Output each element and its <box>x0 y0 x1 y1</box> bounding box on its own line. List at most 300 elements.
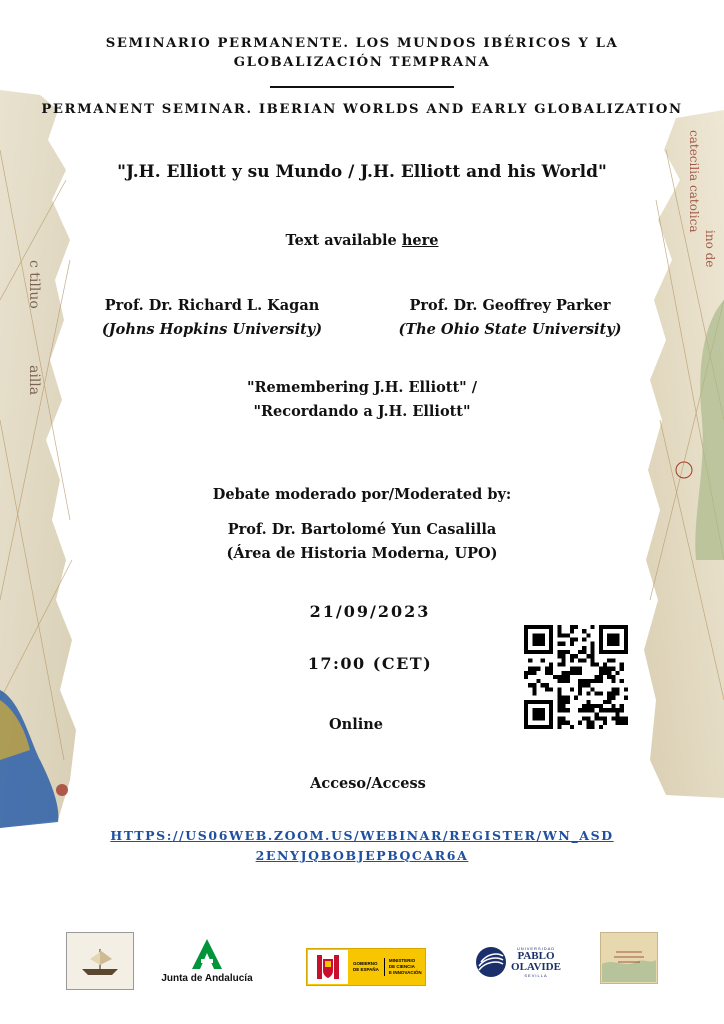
qr-module <box>570 671 574 675</box>
qr-module <box>541 633 545 637</box>
qr-module <box>524 712 528 716</box>
qr-module <box>578 687 582 691</box>
qr-module <box>557 696 561 700</box>
qr-module <box>624 637 628 641</box>
qr-module <box>624 646 628 650</box>
qr-module <box>524 629 528 633</box>
qr-module <box>578 721 582 725</box>
speaker-name: Prof. Dr. Geoffrey Parker <box>409 297 611 314</box>
upo-bottom-label: SEVILLA <box>524 973 548 978</box>
qr-module <box>616 633 620 637</box>
qr-module <box>586 654 590 658</box>
qr-module <box>528 625 532 629</box>
qr-module <box>599 671 603 675</box>
qr-module <box>611 687 615 691</box>
qr-module <box>549 721 553 725</box>
qr-module <box>611 642 615 646</box>
historia-logo <box>600 932 658 984</box>
qr-module <box>603 717 607 721</box>
qr-module <box>549 625 553 629</box>
qr-module <box>532 708 536 712</box>
qr-module <box>541 658 545 662</box>
moderator-name: Prof. Dr. Bartolomé Yun Casalilla <box>227 521 497 538</box>
qr-module <box>561 708 565 712</box>
qr-module <box>541 708 545 712</box>
qr-module <box>566 696 570 700</box>
qr-module <box>586 725 590 729</box>
qr-module <box>561 671 565 675</box>
qr-module <box>616 692 620 696</box>
seminar-logo <box>66 932 134 990</box>
qr-module <box>541 717 545 721</box>
qr-module <box>561 704 565 708</box>
qr-module <box>616 687 620 691</box>
qr-module <box>595 717 599 721</box>
qr-module <box>524 650 528 654</box>
svg-text:ino de: ino de <box>703 230 717 268</box>
qr-module <box>599 692 603 696</box>
event-time: 17:00 (CET) <box>307 654 433 673</box>
qr-module <box>557 629 561 633</box>
qr-module <box>561 654 565 658</box>
qr-module <box>599 704 603 708</box>
gobierno-espana-logo <box>306 948 426 986</box>
qr-module <box>557 717 561 721</box>
qr-module <box>553 675 557 679</box>
qr-module <box>557 633 561 637</box>
qr-module <box>570 725 574 729</box>
qr-module <box>566 700 570 704</box>
qr-module <box>536 679 540 683</box>
qr-module <box>574 671 578 675</box>
qr-module <box>616 708 620 712</box>
qr-module <box>591 654 595 658</box>
qr-module <box>611 708 615 712</box>
gobierno-line2: DE ESPAÑA <box>353 967 379 972</box>
qr-module <box>616 717 620 721</box>
qr-module <box>532 700 536 704</box>
qr-module <box>549 667 553 671</box>
qr-module <box>607 658 611 662</box>
ministerio-line3: E INNOVACIÓN <box>388 970 422 975</box>
qr-module <box>607 692 611 696</box>
svg-text:ailla: ailla <box>26 365 42 396</box>
qr-module <box>524 700 528 704</box>
qr-module <box>570 687 574 691</box>
qr-module <box>620 721 624 725</box>
qr-module <box>549 662 553 666</box>
qr-module <box>541 725 545 729</box>
qr-module <box>524 704 528 708</box>
qr-module <box>557 725 561 729</box>
qr-module <box>570 637 574 641</box>
qr-module <box>616 642 620 646</box>
qr-module <box>603 700 607 704</box>
upo-top-label: UNIVERSIDAD <box>516 946 556 951</box>
qr-module <box>545 725 549 729</box>
qr-module <box>528 671 532 675</box>
qr-module <box>557 708 561 712</box>
qr-module <box>607 625 611 629</box>
qr-module <box>578 692 582 696</box>
qr-module <box>536 717 540 721</box>
qr-module <box>586 679 590 683</box>
upo-name-2: OLAVIDE <box>511 961 561 973</box>
qr-module <box>578 671 582 675</box>
qr-module <box>532 671 536 675</box>
qr-module <box>528 683 532 687</box>
qr-module <box>549 671 553 675</box>
qr-module <box>586 700 590 704</box>
qr-module <box>616 650 620 654</box>
qr-module <box>532 717 536 721</box>
event-mode: Online <box>329 716 383 733</box>
qr-module <box>549 725 553 729</box>
qr-module <box>616 721 620 725</box>
qr-module <box>545 687 549 691</box>
qr-module <box>624 629 628 633</box>
qr-module <box>607 637 611 641</box>
qr-module <box>532 637 536 641</box>
qr-module <box>611 717 615 721</box>
qr-module <box>528 667 532 671</box>
qr-module <box>557 687 561 691</box>
qr-module <box>532 625 536 629</box>
qr-module <box>549 642 553 646</box>
qr-module <box>578 667 582 671</box>
qr-module <box>536 725 540 729</box>
qr-module <box>582 658 586 662</box>
qr-module <box>524 675 528 679</box>
qr-module <box>624 625 628 629</box>
event-title: "J.H. Elliott y su Mundo / J.H. Elliott and his World" <box>117 162 607 182</box>
qr-module <box>532 687 536 691</box>
qr-module <box>591 721 595 725</box>
qr-module <box>591 642 595 646</box>
speaker-parker <box>380 294 640 342</box>
qr-module <box>532 650 536 654</box>
qr-module <box>620 679 624 683</box>
qr-module <box>611 679 615 683</box>
qr-module <box>561 721 565 725</box>
qr-module <box>595 662 599 666</box>
qr-module <box>561 662 565 666</box>
ministerio-line2: DE CIENCIA <box>388 964 415 969</box>
qr-module <box>599 633 603 637</box>
qr-module <box>566 675 570 679</box>
qr-module <box>545 667 549 671</box>
qr-module <box>616 712 620 716</box>
qr-module <box>624 642 628 646</box>
qr-module <box>582 679 586 683</box>
qr-module <box>582 717 586 721</box>
qr-module <box>616 637 620 641</box>
qr-module <box>536 667 540 671</box>
qr-module <box>566 721 570 725</box>
qr-module <box>620 662 624 666</box>
qr-module <box>607 642 611 646</box>
ship-icon <box>78 945 122 977</box>
qr-module <box>561 717 565 721</box>
qr-module <box>611 625 615 629</box>
qr-module <box>528 725 532 729</box>
qr-module <box>578 658 582 662</box>
qr-module <box>603 662 607 666</box>
qr-module <box>549 687 553 691</box>
junta-andalucia-icon <box>190 937 224 971</box>
qr-module <box>624 687 628 691</box>
svg-text:catecilia catolica: catecilia catolica <box>687 130 701 233</box>
qr-module <box>603 625 607 629</box>
qr-module <box>561 696 565 700</box>
qr-module <box>561 633 565 637</box>
upo-name-1: PABLO <box>517 950 555 962</box>
ministerio-line1: MINISTERIO <box>388 958 416 963</box>
qr-module <box>549 712 553 716</box>
qr-module <box>586 704 590 708</box>
qr-module <box>582 646 586 650</box>
qr-module <box>611 633 615 637</box>
qr-module <box>591 687 595 691</box>
qr-module <box>611 696 615 700</box>
qr-module <box>595 679 599 683</box>
seminar-title-es: SEMINARIO PERMANENTE. LOS MUNDOS IBÉRICOS Y LA GLOBALIZACIÓN TEMPRANA <box>105 36 619 70</box>
qr-module <box>574 637 578 641</box>
qr-module <box>620 704 624 708</box>
qr-module <box>528 700 532 704</box>
junta-andalucia-label: Junta de Andalucía <box>161 972 253 984</box>
qr-module <box>624 717 628 721</box>
qr-module <box>524 708 528 712</box>
qr-module <box>541 712 545 716</box>
qr-module <box>541 650 545 654</box>
qr-module <box>545 671 549 675</box>
qr-module <box>624 696 628 700</box>
qr-module <box>599 646 603 650</box>
qr-module <box>595 692 599 696</box>
talk-title-line2: "Recordando a J.H. Elliott" <box>253 403 471 420</box>
qr-module <box>591 658 595 662</box>
qr-module <box>524 642 528 646</box>
qr-module <box>524 646 528 650</box>
qr-module <box>591 704 595 708</box>
qr-module <box>607 671 611 675</box>
qr-module <box>620 625 624 629</box>
qr-module <box>541 637 545 641</box>
qr-module <box>570 667 574 671</box>
qr-module <box>582 683 586 687</box>
qr-module <box>603 671 607 675</box>
qr-module <box>536 625 540 629</box>
qr-module <box>566 633 570 637</box>
header-divider <box>270 86 454 88</box>
qr-module <box>591 725 595 729</box>
qr-module <box>591 708 595 712</box>
qr-module <box>591 650 595 654</box>
qr-module <box>545 700 549 704</box>
qr-module <box>586 708 590 712</box>
svg-text:c tilluo: c tilluo <box>26 260 42 309</box>
qr-module <box>528 658 532 662</box>
qr-module <box>611 675 615 679</box>
qr-module <box>536 700 540 704</box>
qr-module <box>599 725 603 729</box>
qr-module <box>607 708 611 712</box>
talk-title-line1: "Remembering J.H. Elliott" / <box>246 379 478 396</box>
qr-module <box>620 667 624 671</box>
qr-module <box>586 692 590 696</box>
registration-link-line1: HTTPS://US06WEB.ZOOM.US/WEBINAR/REGISTER/WN_ASD <box>110 828 614 843</box>
qr-module <box>536 708 540 712</box>
qr-module <box>557 654 561 658</box>
qr-module <box>599 625 603 629</box>
qr-module <box>528 650 532 654</box>
qr-module <box>611 692 615 696</box>
qr-module <box>536 650 540 654</box>
qr-module <box>561 642 565 646</box>
qr-module <box>578 679 582 683</box>
qr-module <box>624 721 628 725</box>
qr-module <box>620 717 624 721</box>
qr-module <box>591 646 595 650</box>
qr-module <box>561 675 565 679</box>
qr-module <box>607 675 611 679</box>
qr-module <box>545 625 549 629</box>
registration-link[interactable] <box>0 826 724 866</box>
seminar-title-en: PERMANENT SEMINAR. IBERIAN WORLDS AND EARLY GLOBALIZATION <box>41 102 683 117</box>
qr-module <box>541 625 545 629</box>
qr-module <box>599 629 603 633</box>
qr-module <box>611 658 615 662</box>
qr-module <box>574 696 578 700</box>
qr-module <box>557 675 561 679</box>
qr-module <box>591 625 595 629</box>
speaker-kagan <box>92 294 332 342</box>
qr-module <box>570 654 574 658</box>
talk-title <box>0 376 724 424</box>
qr-module <box>607 650 611 654</box>
qr-module <box>582 704 586 708</box>
qr-module <box>574 667 578 671</box>
qr-module <box>607 696 611 700</box>
historia-map-icon <box>602 934 656 982</box>
qr-module <box>582 650 586 654</box>
qr-module <box>611 637 615 641</box>
qr-module <box>532 712 536 716</box>
qr-module <box>624 650 628 654</box>
qr-module <box>561 679 565 683</box>
qr-module <box>524 721 528 725</box>
qr-module <box>536 637 540 641</box>
qr-module <box>599 650 603 654</box>
qr-module <box>599 637 603 641</box>
speaker-institution: (Johns Hopkins University) <box>101 321 323 338</box>
qr-module <box>549 700 553 704</box>
qr-module <box>557 625 561 629</box>
qr-module <box>524 637 528 641</box>
qr-module <box>591 662 595 666</box>
qr-module <box>570 642 574 646</box>
qr-module <box>586 633 590 637</box>
qr-module <box>599 667 603 671</box>
qr-module <box>582 708 586 712</box>
qr-module <box>578 650 582 654</box>
qr-module <box>549 708 553 712</box>
qr-module <box>599 679 603 683</box>
qr-module <box>586 717 590 721</box>
gobierno-line1: GOBIERNO <box>353 961 378 966</box>
speaker-name: Prof. Dr. Richard L. Kagan <box>104 297 320 314</box>
qr-module <box>536 633 540 637</box>
qr-module <box>549 629 553 633</box>
moderated-by-label: Debate moderado por/Moderated by: <box>212 486 512 503</box>
qr-module <box>603 721 607 725</box>
upo-logo <box>472 932 564 992</box>
access-label: Acceso/Access <box>310 775 426 792</box>
qr-module <box>532 642 536 646</box>
qr-module <box>591 679 595 683</box>
qr-module <box>524 717 528 721</box>
event-date: 21/09/2023 <box>309 602 431 621</box>
qr-module <box>536 642 540 646</box>
qr-module <box>620 708 624 712</box>
qr-module <box>557 642 561 646</box>
text-available-label: Text available <box>285 232 402 249</box>
speaker-institution: (The Ohio State University) <box>398 321 622 338</box>
qr-module <box>557 704 561 708</box>
qr-module <box>541 700 545 704</box>
qr-module <box>557 692 561 696</box>
qr-module <box>574 654 578 658</box>
text-available-link[interactable]: here <box>401 232 439 249</box>
qr-module <box>557 679 561 683</box>
qr-module <box>524 671 528 675</box>
qr-module <box>557 700 561 704</box>
qr-module <box>603 650 607 654</box>
qr-module <box>524 725 528 729</box>
qr-code-icon[interactable] <box>524 625 628 729</box>
qr-module <box>549 704 553 708</box>
qr-module <box>541 642 545 646</box>
qr-module <box>607 667 611 671</box>
moderator <box>0 518 724 566</box>
qr-module <box>549 637 553 641</box>
qr-module <box>566 679 570 683</box>
qr-module <box>561 650 565 654</box>
qr-module <box>578 683 582 687</box>
upo-emblem-icon <box>475 946 507 978</box>
qr-module <box>595 704 599 708</box>
qr-module <box>549 650 553 654</box>
qr-module <box>549 646 553 650</box>
qr-module <box>603 708 607 712</box>
qr-module <box>561 658 565 662</box>
qr-module <box>624 633 628 637</box>
qr-module <box>595 675 599 679</box>
qr-module <box>541 683 545 687</box>
qr-module <box>557 662 561 666</box>
qr-module <box>607 633 611 637</box>
qr-module <box>545 650 549 654</box>
qr-module <box>599 708 603 712</box>
qr-module <box>586 683 590 687</box>
qr-module <box>545 683 549 687</box>
qr-module <box>536 712 540 716</box>
moderator-affiliation: (Área de Historia Moderna, UPO) <box>226 545 498 562</box>
qr-module <box>620 650 624 654</box>
qr-module <box>599 642 603 646</box>
qr-module <box>557 650 561 654</box>
